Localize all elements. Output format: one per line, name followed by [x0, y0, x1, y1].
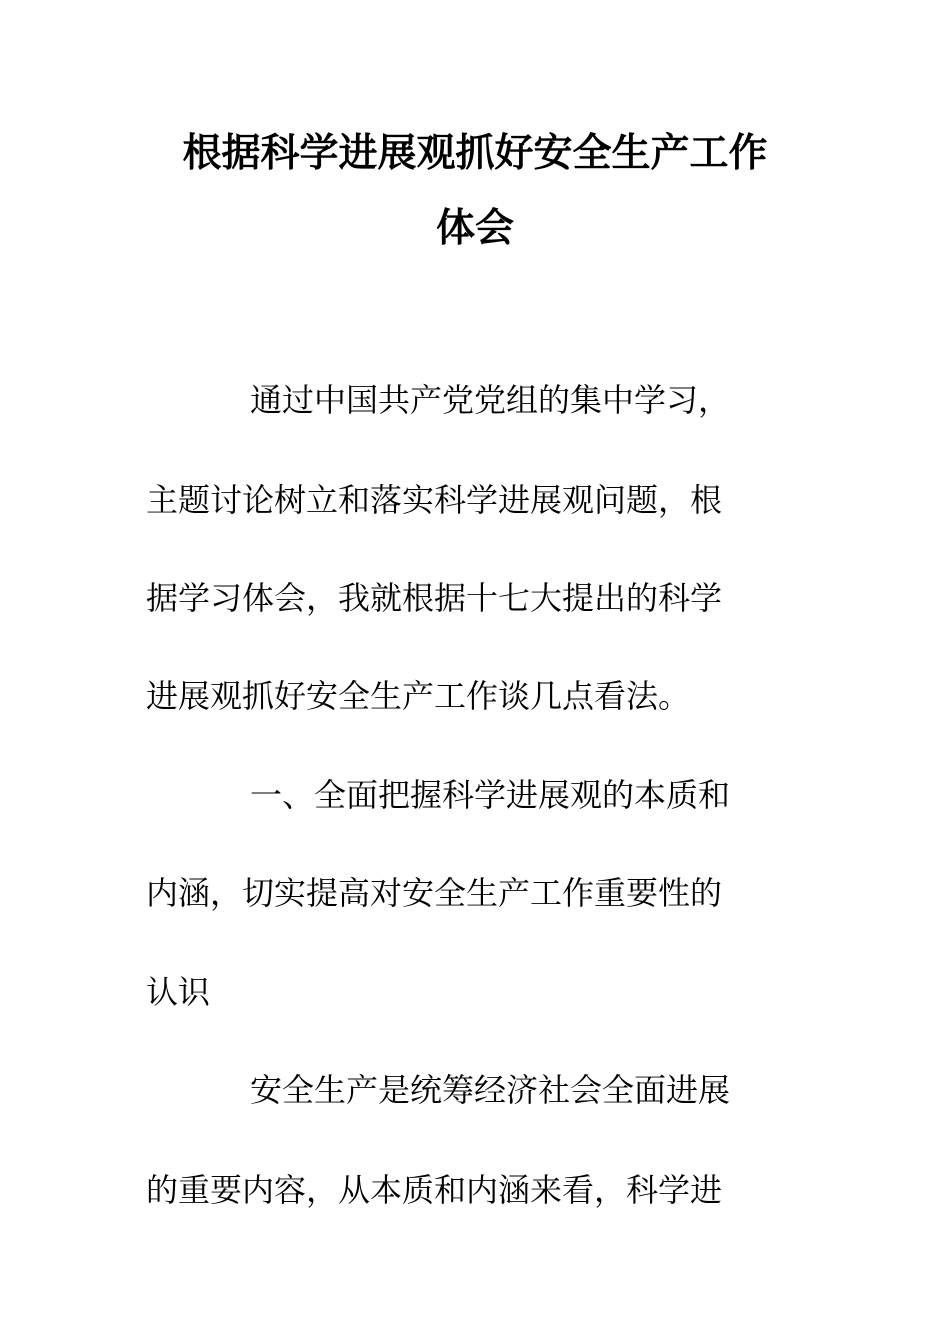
document-title-line-1: 根据科学进展观抓好安全生产工作: [182, 131, 768, 176]
paragraph-line: 进展观抓好安全生产工作谈几点看法。: [146, 677, 691, 715]
paragraph-line: 主题讨论树立和落实科学进展观问题，根: [146, 481, 723, 519]
paragraph-line: 安全生产是统筹经济社会全面进展: [250, 1071, 731, 1109]
paragraph-line: 据学习体会，我就根据十七大提出的科学: [146, 579, 723, 617]
section-heading-line: 内涵，切实提高对安全生产工作重要性的: [146, 874, 723, 912]
document-title-line-2: 体会: [435, 206, 514, 251]
paragraph-line: 的重要内容，从本质和内涵来看，科学进: [146, 1171, 723, 1209]
section-heading-line: 一、全面把握科学进展观的本质和: [250, 776, 731, 814]
paragraph-line: 通过中国共产党党组的集中学习，: [250, 381, 731, 419]
section-heading-line: 认识: [146, 973, 211, 1011]
